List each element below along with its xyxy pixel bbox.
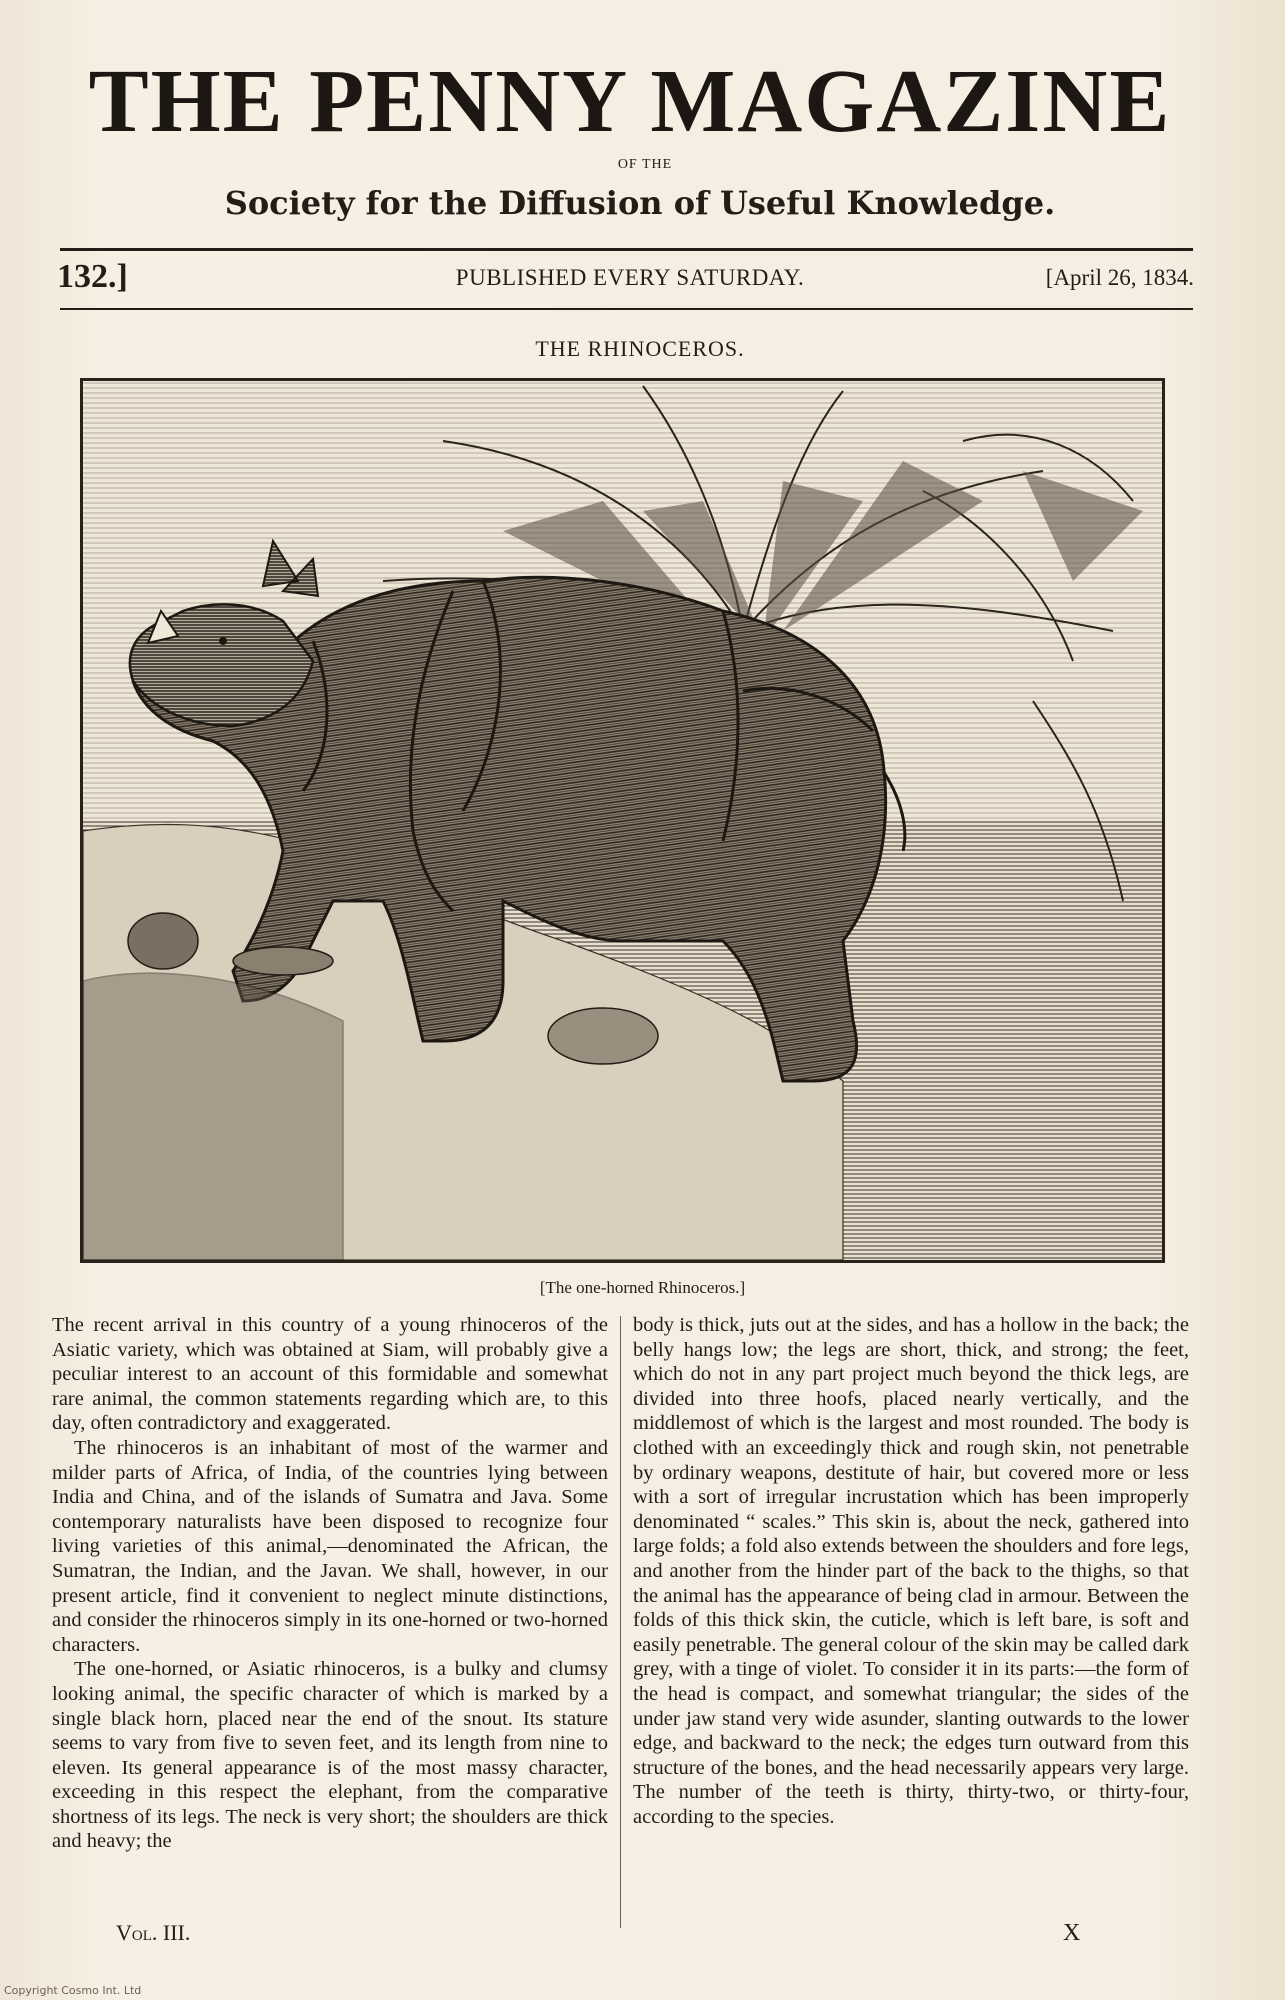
masthead-society: Society for the Diffusion of Useful Knowledge. xyxy=(224,184,1056,222)
rhinoceros-engraving xyxy=(80,378,1165,1263)
rhino-eye xyxy=(219,637,227,645)
masthead-rule-bottom xyxy=(60,308,1193,310)
signature-mark: X xyxy=(1063,1920,1081,1946)
article-title: THE RHINOCEROS. xyxy=(535,336,745,361)
masthead-of-the: OF THE xyxy=(617,157,673,172)
publication-frequency: PUBLISHED EVERY SATURDAY. xyxy=(455,265,805,290)
masthead-rule-top xyxy=(60,248,1193,251)
masthead-title: THE PENNY MAGAZINE xyxy=(88,52,1172,151)
issue-number: 132.] xyxy=(57,258,128,295)
volume-label: Vol. III. xyxy=(116,1920,191,1945)
paragraph-3-continued: body is thick, juts out at the sides, and has a hollow in the back; the belly hangs low; the legs are short, thick, and strong; the feet, which do not in any part project much beyond the thick legs, are divided into three hoofs, placed nearly vertically, and the middlemost of which is the largest and most rounded. The body is clothed with an exceedingly thick and rough skin, not penetrable by ordinary weapons, destitute of hair, but covered more or less with a sort of irregular incrustation which has been improperly denominated “ scales.” This skin is, about the neck, gathered into large folds; a fold also extends between the shoulders and fore legs, and another from the hinder part of the back to the thighs, so that the animal has the appearance of being clad in armour. Between the folds of this thick skin, the cuticle, which is left bare, is soft and easily penetrable. The general colour of the skin may be called dark grey, with a tinge of violet. To consider it in its parts:—the form of the head is compact, and somewhat triangular; the sides of the under jaw stand very wide asunder, slanting outwards to the lower edge, and backward to the neck; the edges turn outward from this structure of the bones, and the head necessarily appears very large. The number of the teeth is thirty, thirty-two, or thirty-four, according to the species. xyxy=(633,1314,1189,1828)
engraving-caption: [The one-horned Rhinoceros.] xyxy=(539,1278,746,1297)
article-column-right xyxy=(633,1313,1189,1829)
paragraph-2: The rhinoceros is an inhabitant of most of the warmer and milder parts of Africa, of India, of the countries lying between India and China, and of the islands of Sumatra and Java. Some contemporary naturalists have been disposed to recognize four living varieties of this animal,—denominated the African, the Sumatran, the Indian, and the Javan. We shall, however, in our present article, find it convenient to neglect minute distinctions, and consider the rhinoceros simply in its one-horned or two-horned characters. xyxy=(52,1436,608,1656)
column-divider xyxy=(620,1316,621,1928)
copyright-notice: Copyright Cosmo Int. Ltd xyxy=(4,1984,142,1997)
issue-date: [April 26, 1834. xyxy=(1045,265,1194,290)
paragraph-3: The one-horned, or Asiatic rhinoceros, is a bulky and clumsy looking animal, the specific character of which is marked by a single black horn, placed near the end of the snout. Its stature seems to vary from five to seven feet, and its length from nine to eleven. Its general appearance is of the most massy character, exceeding in this respect the elephant, from the comparative shortness of its legs. The neck is very short; the shoulders are thick and heavy; the xyxy=(52,1658,608,1853)
paragraph-1: The recent arrival in this country of a young rhinoceros of the Asiatic variety, which was obtained at Siam, will probably give a peculiar interest to an account of this formidable and somewhat rare animal, the common statements regarding which are, to this day, often contradictory and exaggerated. xyxy=(52,1314,608,1435)
article-column-left xyxy=(52,1313,608,1854)
